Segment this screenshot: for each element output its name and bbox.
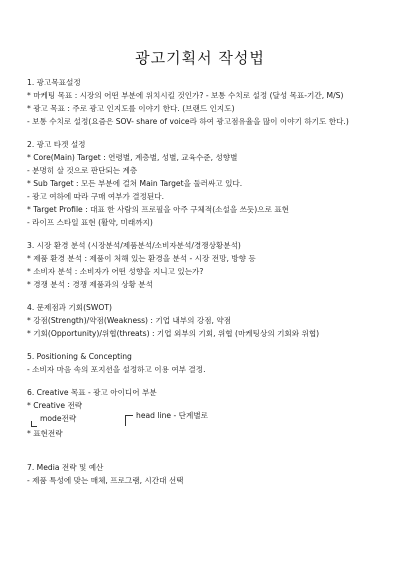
- document-body: [27, 76, 385, 487]
- section-target: [27, 138, 385, 229]
- text-line: - 소비자 마음 속의 포지션을 설정하고 이용 여부 결정.: [27, 365, 206, 374]
- text-line: * 제품 환경 분석 : 제품이 처해 있는 환경을 분석 - 시장 전망, 방향 등: [27, 254, 256, 263]
- text-line: - 제품 특성에 맞는 매체, 프로그램, 시간대 선택: [27, 476, 184, 485]
- text-line: - 광고 여하에 따라 구매 여부가 결정된다.: [27, 192, 165, 201]
- text-line: - 보통 수치로 설정(요즘은 SOV- share of voice라 하여 광고점유율을 많이 이야기 하기도 한다.): [27, 117, 349, 126]
- bracket-connector: [125, 415, 133, 426]
- section-positioning: [27, 350, 385, 376]
- text-line: - 분명히 살 것으로 판단되는 계층: [27, 166, 138, 175]
- section-swot: [27, 301, 385, 340]
- section-creative: [27, 386, 385, 451]
- text-line: * 마케팅 목표 : 시장의 어떤 부분에 위치시킬 것인가? - 보통 수치로 설정 (달성 목표-기간, M/S): [27, 91, 344, 100]
- text-line: * 기회(Opportunity)/위협(threats) : 기업 외부의 기회, 위협 (마케팅상의 기회와 위협): [27, 329, 320, 338]
- section-heading: 6. Creative 목표 - 광고 아이디어 부분: [27, 388, 157, 397]
- section-media: [27, 461, 385, 487]
- section-heading: 5. Positioning & Concepting: [27, 352, 132, 361]
- section-heading: 2. 광고 타겟 설정: [27, 140, 86, 149]
- text-line: * 경쟁 분석 : 경쟁 제품과의 상황 분석: [27, 280, 153, 289]
- expression-strategy-label: * 표현전략: [27, 429, 63, 438]
- section-ad-goal: [27, 76, 385, 128]
- section-market-analysis: [27, 239, 385, 291]
- mode-strategy-label: mode전략: [40, 414, 77, 423]
- creative-strategy-label: * Creative 전략: [27, 401, 83, 410]
- text-line: * Sub Target : 모든 부분에 걸쳐 Main Target을 둘러싸고 있다.: [27, 179, 243, 188]
- section-heading: 7. Media 전략 및 예산: [27, 463, 104, 472]
- section-heading: 4. 문제점과 기회(SWOT): [27, 303, 112, 312]
- section-heading: 3. 시장 환경 분석 (시장분석/제품분석/소비자분석/경쟁상황분석): [27, 241, 241, 250]
- text-line: * Core(Main) Target : 연령별, 계층별, 성별, 교육수준, 성향별: [27, 153, 238, 162]
- text-line: * 광고 목표 : 주로 광고 인지도를 이야기 한다. (브랜드 인지도): [27, 104, 235, 113]
- text-line: * 소비자 분석 : 소비자가 어떤 성향을 지니고 있는가?: [27, 267, 204, 276]
- text-line: * 강점(Strength)/약점(Weakness) : 기업 내부의 강점, 약점: [27, 316, 232, 325]
- text-line: * Target Profile : 대표 한 사람의 프로필을 아주 구체적(소설을 쓰듯)으로 표현: [27, 205, 289, 214]
- creative-strategy-block: [27, 399, 385, 451]
- text-line: - 라이프 스타일 표현 (활약, 미래까지): [27, 218, 153, 227]
- headline-label: head line - 단계별로: [136, 411, 208, 420]
- section-heading: 1. 광고목표설정: [27, 78, 81, 87]
- page-title: 광고기획서 작성법: [135, 49, 265, 67]
